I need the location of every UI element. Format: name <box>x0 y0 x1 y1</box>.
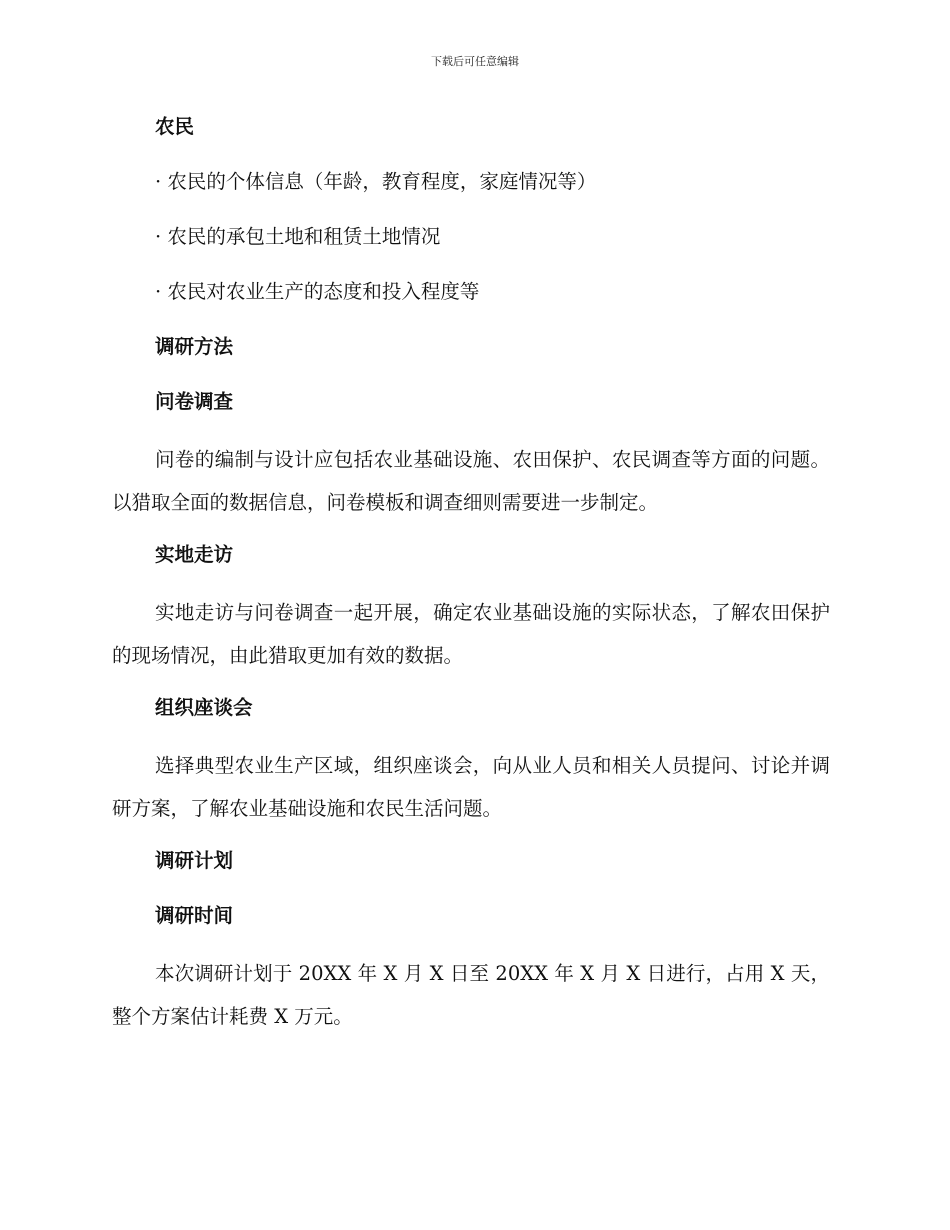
page-header: 下载后可任意编辑 <box>431 55 519 68</box>
paragraph-research-time: 本次调研计划于 20XX 年 X 月 X 日至 20XX 年 X 月 X 日进行，占用 X 天，整个方案估计耗费 X 万元。 <box>112 962 830 1028</box>
heading-field-visit: 实地走访 <box>155 543 234 566</box>
heading-questionnaire: 问卷调查 <box>155 390 234 413</box>
paragraph-field-visit: 实地走访与问卷调查一起开展，确定农业基础设施的实际状态，了解农田保护的现场情况，由此猎取更加有效的数据。 <box>112 601 830 667</box>
bullet-farmer-land: · 农民的承包土地和租赁土地情况 <box>155 225 441 248</box>
paragraph-questionnaire: 问卷的编制与设计应包括农业基础设施、农田保护、农民调查等方面的问题。以猎取全面的数据信息，问卷模板和调查细则需要进一步制定。 <box>112 448 830 514</box>
document-body <box>112 108 830 1050</box>
heading-symposium: 组织座谈会 <box>155 696 253 719</box>
heading-farmer: 农民 <box>155 115 195 138</box>
heading-research-method: 调研方法 <box>155 335 234 358</box>
paragraph-symposium: 选择典型农业生产区域，组织座谈会，向从业人员和相关人员提问、讨论并调研方案，了解农业基础设施和农民生活问题。 <box>112 754 830 820</box>
bullet-farmer-info: · 农民的个体信息（年龄，教育程度，家庭情况等） <box>155 170 597 193</box>
heading-research-time: 调研时间 <box>155 904 234 927</box>
heading-research-plan: 调研计划 <box>155 849 234 872</box>
bullet-farmer-attitude: · 农民对农业生产的态度和投入程度等 <box>155 280 480 303</box>
